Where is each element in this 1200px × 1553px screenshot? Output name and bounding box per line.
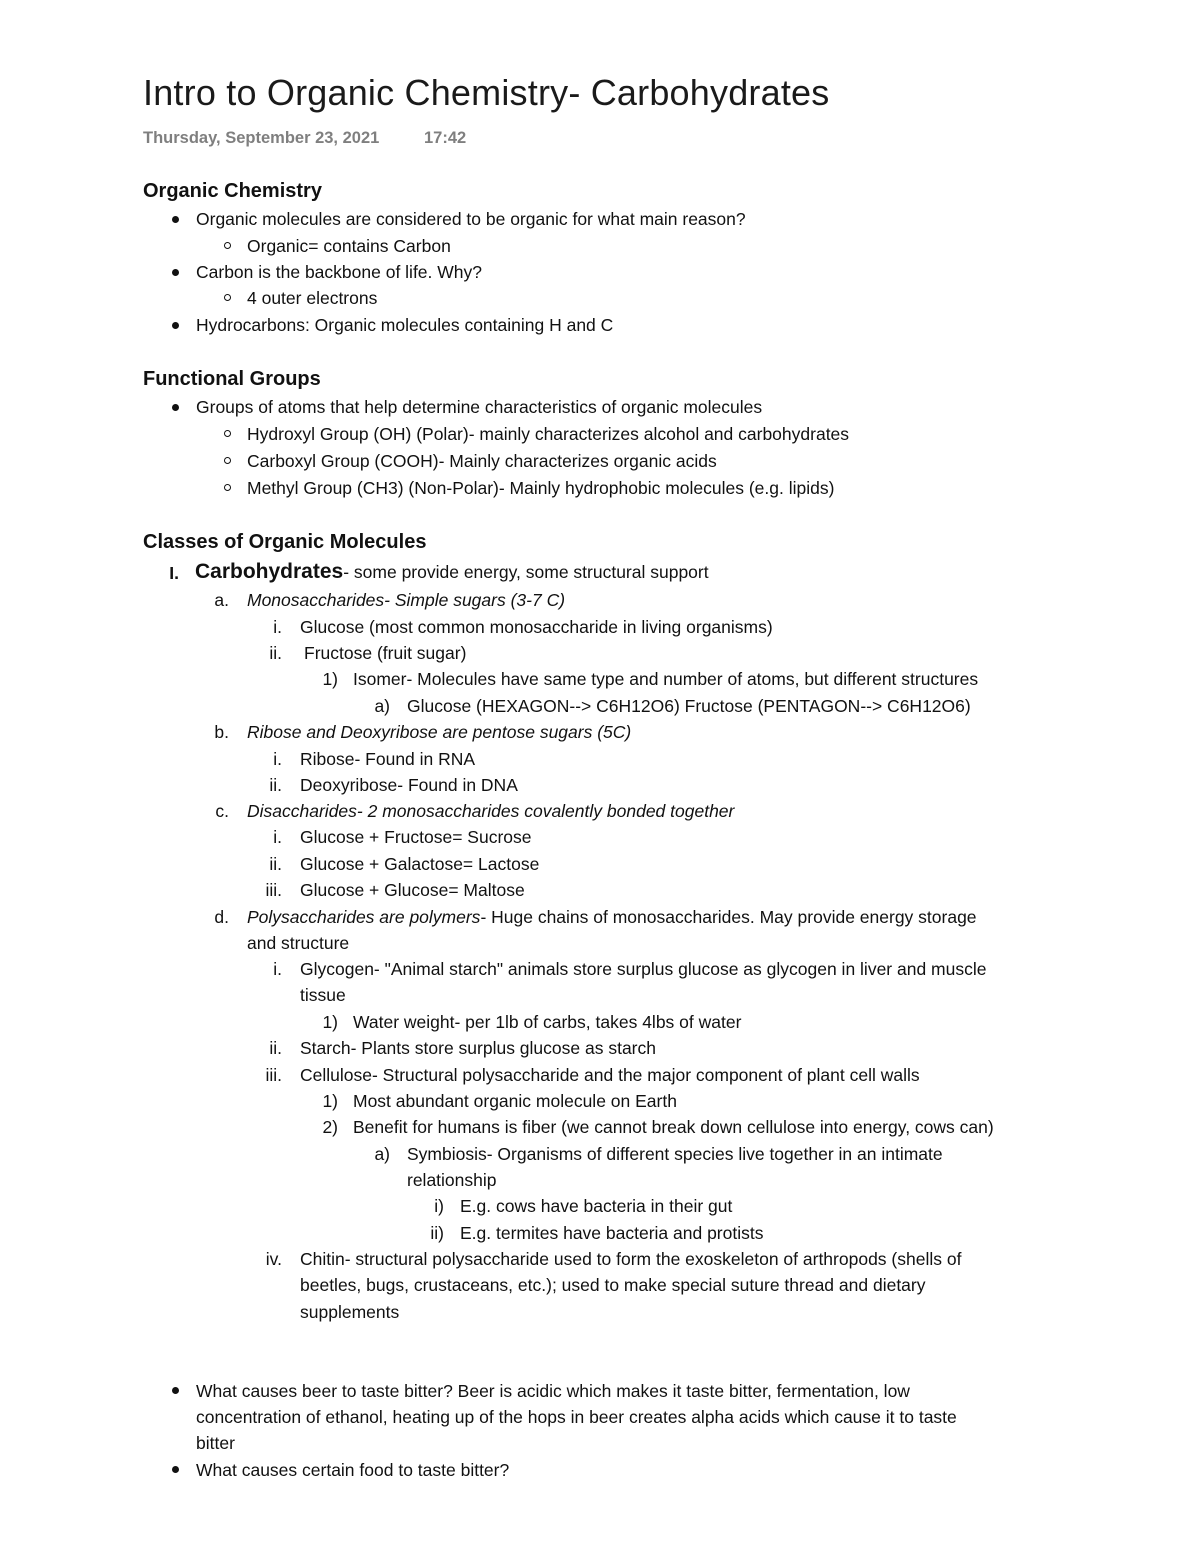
list-marker: a)	[374, 1144, 390, 1164]
list-marker: i.	[273, 749, 282, 769]
bullet-icon	[172, 1387, 179, 1394]
list-item-continuation: and structure	[247, 933, 350, 953]
list-marker: ii)	[430, 1223, 444, 1243]
list-item: Organic molecules are considered to be organic for what main reason?	[196, 209, 746, 229]
list-item: Chitin- structural polysaccharide used to form the exoskeleton of arthropods (shells of	[300, 1249, 962, 1269]
list-item: Glucose (most common monosaccharide in living organisms)	[300, 617, 773, 637]
list-marker: iv.	[265, 1249, 282, 1269]
list-item: What causes certain food to taste bitter?	[196, 1460, 510, 1480]
list-item: What causes beer to taste bitter? Beer is acidic which makes it taste bitter, fermentation, low	[196, 1381, 910, 1401]
list-marker: ii.	[269, 775, 282, 795]
list-marker: iii.	[265, 880, 282, 900]
page-title: Intro to Organic Chemistry- Carbohydrates	[143, 72, 830, 113]
list-item: 4 outer electrons	[247, 288, 378, 308]
list-marker: ii.	[269, 854, 282, 874]
list-item-continuation: relationship	[407, 1170, 497, 1190]
heading-organic-chemistry: Organic Chemistry	[143, 180, 322, 202]
list-item-continuation: beetles, bugs, crustaceans, etc.); used to make special suture thread and dietary	[300, 1275, 926, 1295]
list-item: Benefit for humans is fiber (we cannot break down cellulose into energy, cows can)	[353, 1117, 994, 1137]
polysaccharides-desc: - Huge chains of monosaccharides. May provide energy storage	[480, 907, 977, 927]
list-item: Methyl Group (CH3) (Non-Polar)- Mainly hydrophobic molecules (e.g. lipids)	[247, 478, 835, 498]
list-item: Glycogen- "Animal starch" animals store surplus glucose as glycogen in liver and muscle	[300, 959, 987, 979]
list-marker: d.	[214, 907, 229, 927]
list-item: E.g. termites have bacteria and protists	[460, 1223, 764, 1243]
list-marker: 1)	[322, 1012, 338, 1032]
note-date: Thursday, September 23, 2021	[143, 129, 380, 147]
list-marker: 1)	[322, 669, 338, 689]
list-marker: 2)	[322, 1117, 338, 1137]
list-item: Carboxyl Group (COOH)- Mainly characterizes organic acids	[247, 451, 717, 471]
list-marker: i.	[273, 827, 282, 847]
list-item	[247, 906, 977, 928]
bullet-icon	[172, 1466, 179, 1473]
list-marker: I.	[169, 563, 179, 583]
list-marker: b.	[214, 722, 229, 742]
list-marker: i.	[273, 959, 282, 979]
list-item-continuation: concentration of ethanol, heating up of the hops in beer creates alpha acids which cause it to taste	[196, 1407, 957, 1427]
list-item: Water weight- per 1lb of carbs, takes 4lbs of water	[353, 1012, 742, 1032]
carbohydrates-item	[195, 561, 709, 583]
carbohydrates-title: Carbohydrates	[195, 560, 344, 583]
list-item-continuation: tissue	[300, 985, 346, 1005]
list-item-continuation: bitter	[196, 1433, 235, 1453]
bullet-icon	[172, 322, 179, 329]
list-item: Cellulose- Structural polysaccharide and the major component of plant cell walls	[300, 1065, 920, 1085]
circle-bullet-icon	[224, 430, 231, 437]
list-item: Starch- Plants store surplus glucose as starch	[300, 1038, 656, 1058]
list-item-continuation: supplements	[300, 1302, 400, 1322]
list-item: Carbon is the backbone of life. Why?	[196, 262, 482, 282]
list-item: Disaccharides- 2 monosaccharides covalently bonded together	[247, 801, 735, 821]
list-marker: i)	[434, 1196, 444, 1216]
list-marker: c.	[215, 801, 229, 821]
bullet-icon	[172, 216, 179, 223]
list-item: Glucose (HEXAGON--> C6H12O6) Fructose (PENTAGON--> C6H12O6)	[407, 696, 971, 716]
circle-bullet-icon	[224, 457, 231, 464]
circle-bullet-icon	[224, 242, 231, 249]
list-item: Organic= contains Carbon	[247, 236, 451, 256]
list-item: Glucose + Galactose= Lactose	[300, 854, 540, 874]
list-item: Groups of atoms that help determine characteristics of organic molecules	[196, 397, 763, 417]
note-time: 17:42	[424, 129, 467, 147]
list-item: Hydrocarbons: Organic molecules containing H and C	[196, 315, 614, 335]
list-item: Ribose- Found in RNA	[300, 749, 476, 769]
list-marker: a)	[374, 696, 390, 716]
list-marker: i.	[273, 617, 282, 637]
polysaccharides-title: Polysaccharides are polymers	[247, 907, 481, 927]
list-item: E.g. cows have bacteria in their gut	[460, 1196, 733, 1216]
circle-bullet-icon	[224, 294, 231, 301]
carbohydrates-desc: - some provide energy, some structural support	[343, 562, 709, 582]
list-item: Symbiosis- Organisms of different species live together in an intimate	[407, 1144, 943, 1164]
list-item: Most abundant organic molecule on Earth	[353, 1091, 677, 1111]
bullet-icon	[172, 269, 179, 276]
list-marker: iii.	[265, 1065, 282, 1085]
bullet-icon	[172, 404, 179, 411]
heading-classes: Classes of Organic Molecules	[143, 531, 427, 553]
list-marker: a.	[214, 590, 229, 610]
circle-bullet-icon	[224, 484, 231, 491]
list-item: Glucose + Glucose= Maltose	[300, 880, 525, 900]
list-item: Deoxyribose- Found in DNA	[300, 775, 518, 795]
list-marker: 1)	[322, 1091, 338, 1111]
list-marker: ii.	[269, 643, 282, 663]
list-item: Isomer- Molecules have same type and number of atoms, but different structures	[353, 669, 979, 689]
list-item: Hydroxyl Group (OH) (Polar)- mainly characterizes alcohol and carbohydrates	[247, 424, 850, 444]
list-item: Glucose + Fructose= Sucrose	[300, 827, 532, 847]
heading-functional-groups: Functional Groups	[143, 368, 321, 390]
list-marker: ii.	[269, 1038, 282, 1058]
list-item: Monosaccharides- Simple sugars (3-7 C)	[247, 590, 566, 610]
list-item: Fructose (fruit sugar)	[304, 643, 467, 663]
list-item: Ribose and Deoxyribose are pentose sugars (5C)	[247, 722, 632, 742]
